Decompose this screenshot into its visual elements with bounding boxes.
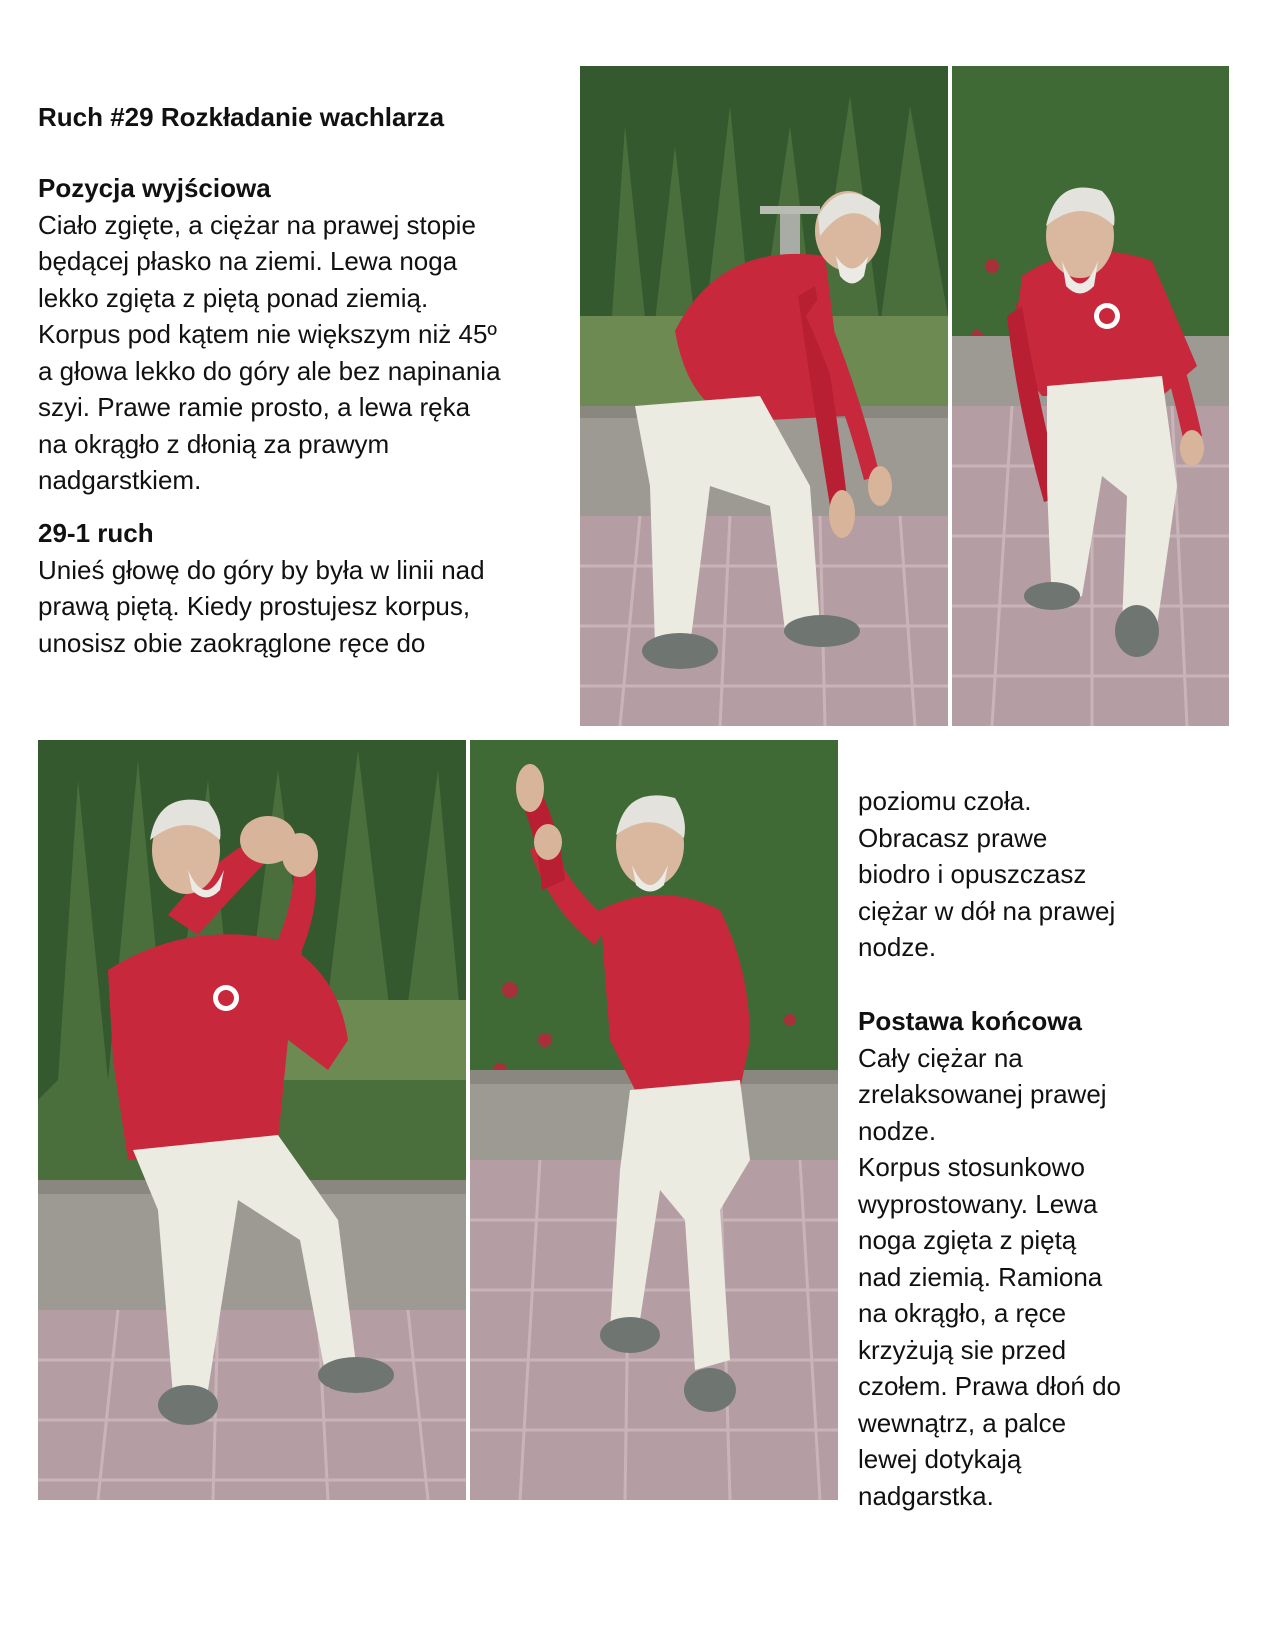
end-line: nodze.: [858, 1115, 937, 1146]
start-line: będącej płasko na ziemi. Lewa noga: [38, 246, 458, 276]
end-line: nad ziemią. Ramiona: [858, 1261, 1103, 1292]
start-line: na okrągło z dłonią za prawym: [38, 428, 390, 459]
move-continued: [858, 783, 1248, 966]
end-heading: Postawa końcowa: [858, 1006, 1082, 1036]
move-line: biodro i opuszczasz: [858, 859, 1087, 889]
end-line: czołem. Prawa dłoń do: [858, 1371, 1122, 1401]
page-title: Ruch #29 Rozkładanie wachlarza: [38, 102, 445, 132]
end-line: noga zgięta z piętą: [858, 1225, 1077, 1255]
end-line: nadgarstka.: [858, 1480, 994, 1511]
move-line: ciężar w dół na prawej: [858, 895, 1116, 926]
move-line: poziomu czoła.: [858, 786, 1032, 816]
start-line: lekko zgięta z piętą ponad ziemią.: [38, 282, 429, 313]
move-section: [38, 515, 548, 661]
end-line: wewnątrz, a palce: [858, 1407, 1067, 1438]
move-line: prawą piętą. Kiedy prostujesz korpus,: [38, 591, 471, 621]
photo-starting-position-side: [580, 66, 948, 726]
end-line: wyprostowany. Lewa: [858, 1188, 1098, 1219]
end-line: zrelaksowanej prawej: [858, 1079, 1107, 1109]
move-line: nodze.: [858, 932, 937, 962]
move-line: unosisz obie zaokrąglone ręce do: [38, 627, 426, 658]
move-line: Obracasz prawe: [858, 822, 1048, 853]
photo-starting-position-front: [952, 66, 1229, 726]
end-line: Cały ciężar na: [858, 1042, 1023, 1073]
photo-move-hands-raised-side: [38, 740, 466, 1500]
end-line: lewej dotykają: [858, 1444, 1022, 1474]
start-line: Korpus pod kątem nie większym niż 45º: [38, 319, 497, 349]
end-line: Korpus stosunkowo: [858, 1152, 1085, 1182]
end-section: [858, 1003, 1248, 1514]
end-line: krzyżują sie przed: [858, 1334, 1067, 1365]
end-line: na okrągło, a ręce: [858, 1298, 1067, 1328]
start-line: nadgarstkiem.: [38, 465, 202, 495]
start-line: szyi. Prawe ramie prosto, a lewa ręka: [38, 392, 471, 422]
move-line: Unieś głowę do góry by była w linii nad: [38, 554, 485, 585]
move-heading: 29-1 ruch: [38, 518, 154, 548]
start-heading: Pozycja wyjściowa: [38, 173, 271, 203]
photo-final-stance-front: [470, 740, 838, 1500]
start-line: Ciało zgięte, a ciężar na prawej stopie: [38, 209, 476, 240]
start-line: a głowa lekko do góry ale bez napinania: [38, 355, 501, 386]
start-section: [38, 170, 548, 499]
